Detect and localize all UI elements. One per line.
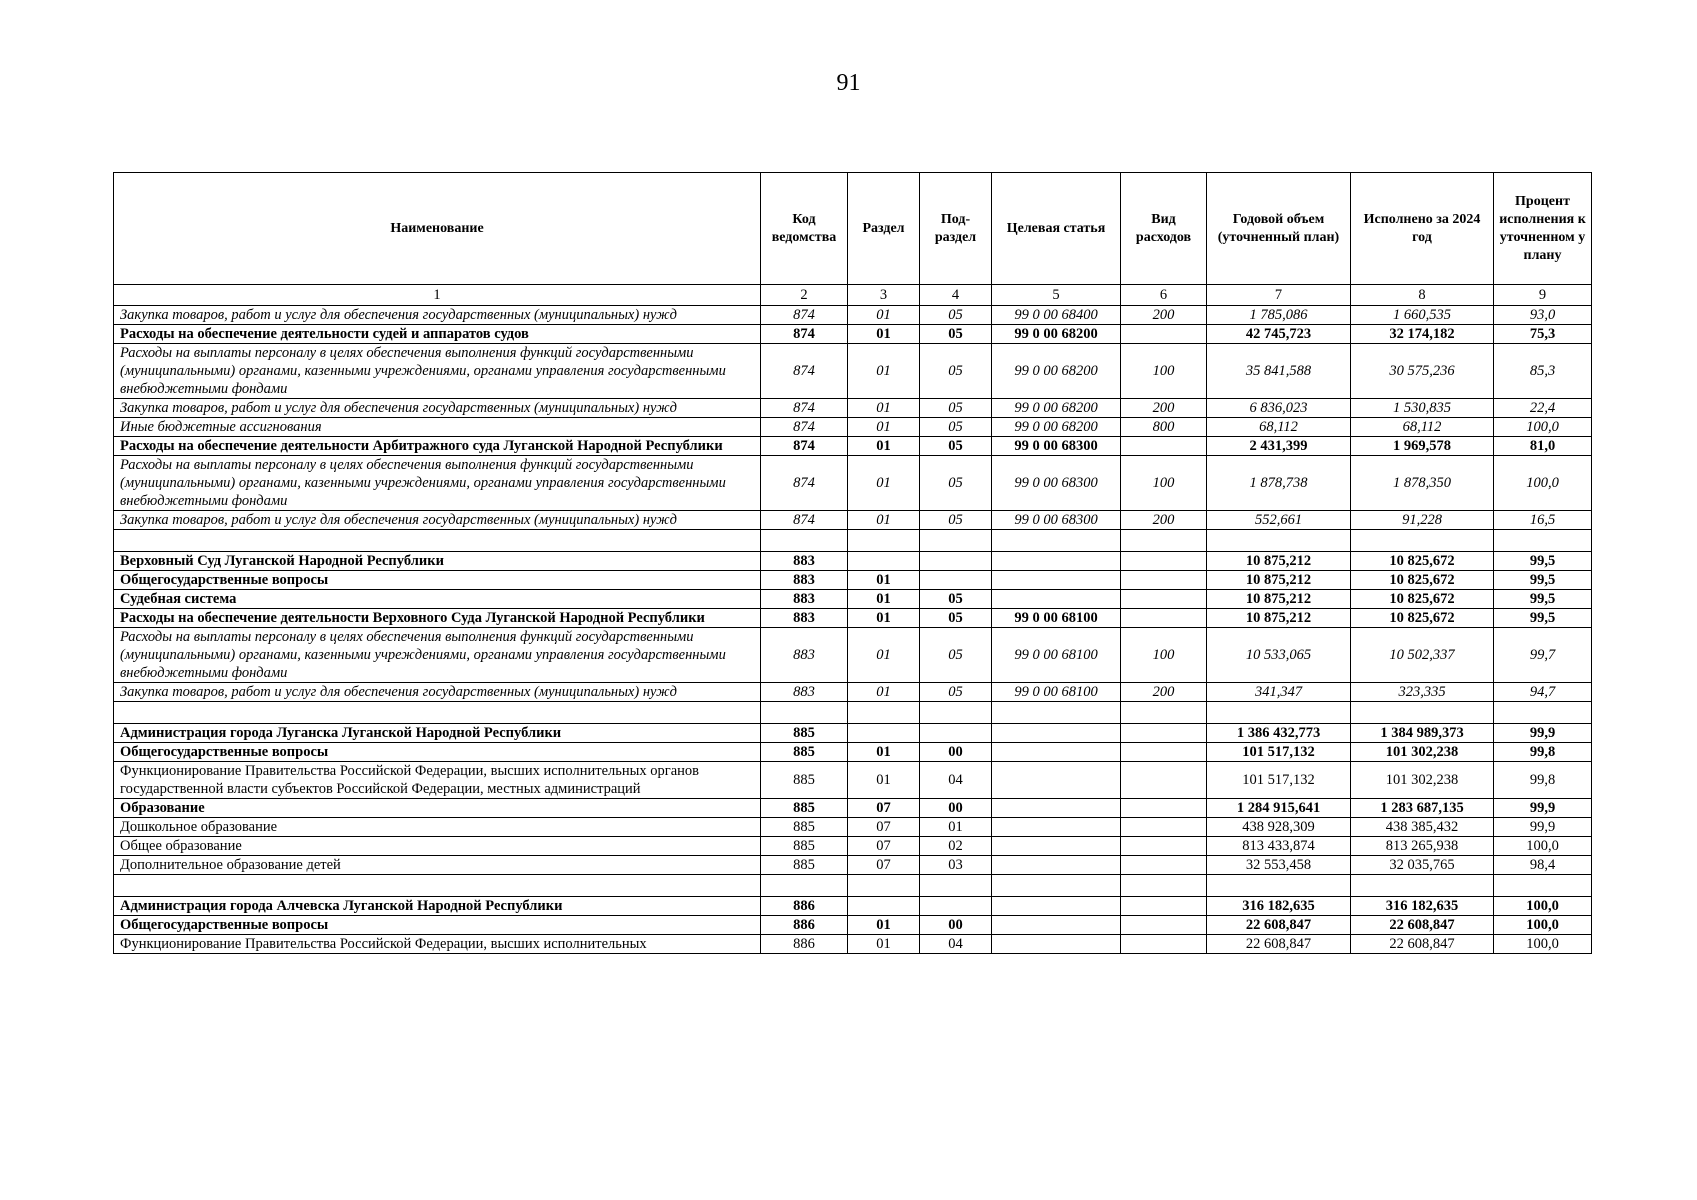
cell-type: 100	[1121, 628, 1207, 683]
cell-done: 10 825,672	[1351, 571, 1494, 590]
table-row	[114, 743, 1592, 762]
cell-target	[992, 552, 1121, 571]
cell-section: 01	[848, 306, 920, 325]
cell-name: Функционирование Правительства Российской Федерации, высших исполнительных органов государственной власти субъектов Российской Федерации, местных администраций	[114, 762, 761, 799]
cell-name: Закупка товаров, работ и услуг для обеспечения государственных (муниципальных) нужд	[114, 306, 761, 325]
cell-name: Расходы на обеспечение деятельности Арбитражного суда Луганской Народной Республики	[114, 437, 761, 456]
cell-done: 813 265,938	[1351, 837, 1494, 856]
cell-plan: 22 608,847	[1207, 916, 1351, 935]
cell-target: 99 0 00 68100	[992, 609, 1121, 628]
cell-pct	[1494, 875, 1592, 897]
cell-target: 99 0 00 68300	[992, 456, 1121, 511]
cell-pct: 99,7	[1494, 628, 1592, 683]
cell-done: 30 575,236	[1351, 344, 1494, 399]
cell-pct: 81,0	[1494, 437, 1592, 456]
cell-done: 1 660,535	[1351, 306, 1494, 325]
cell-code: 874	[761, 418, 848, 437]
cell-done: 22 608,847	[1351, 935, 1494, 954]
cell-subsection	[920, 724, 992, 743]
header-code: Код ведомства	[761, 173, 848, 285]
cell-subsection: 05	[920, 306, 992, 325]
table-row	[114, 609, 1592, 628]
header-target: Целевая статья	[992, 173, 1121, 285]
column-number: 5	[992, 285, 1121, 306]
column-number: 7	[1207, 285, 1351, 306]
table-row	[114, 344, 1592, 399]
cell-section: 01	[848, 590, 920, 609]
table-row	[114, 552, 1592, 571]
cell-section: 07	[848, 799, 920, 818]
cell-code: 885	[761, 762, 848, 799]
table-row	[114, 530, 1592, 552]
header-pct: Процент исполнения к уточненном у плану	[1494, 173, 1592, 285]
table-row	[114, 456, 1592, 511]
cell-type	[1121, 875, 1207, 897]
cell-section	[848, 875, 920, 897]
table-row	[114, 762, 1592, 799]
cell-type: 100	[1121, 456, 1207, 511]
cell-name	[114, 702, 761, 724]
cell-target: 99 0 00 68200	[992, 344, 1121, 399]
cell-name: Расходы на выплаты персоналу в целях обеспечения выполнения функций государственными (муниципальными) органами, казенными учреждениями, органами управления государственными внебюджетными фондами	[114, 628, 761, 683]
cell-subsection: 05	[920, 456, 992, 511]
cell-type: 200	[1121, 511, 1207, 530]
cell-section: 01	[848, 344, 920, 399]
cell-name: Общегосударственные вопросы	[114, 743, 761, 762]
cell-name: Дошкольное образование	[114, 818, 761, 837]
cell-target: 99 0 00 68300	[992, 437, 1121, 456]
cell-pct	[1494, 530, 1592, 552]
table-row	[114, 306, 1592, 325]
cell-subsection: 05	[920, 418, 992, 437]
cell-done: 32 174,182	[1351, 325, 1494, 344]
header-row	[114, 173, 1592, 285]
cell-type	[1121, 609, 1207, 628]
cell-name: Расходы на обеспечение деятельности Верховного Суда Луганской Народной Республики	[114, 609, 761, 628]
cell-done: 32 035,765	[1351, 856, 1494, 875]
cell-done: 10 502,337	[1351, 628, 1494, 683]
cell-plan: 42 745,723	[1207, 325, 1351, 344]
cell-section: 01	[848, 743, 920, 762]
cell-plan	[1207, 530, 1351, 552]
cell-pct: 99,8	[1494, 743, 1592, 762]
cell-section: 01	[848, 511, 920, 530]
cell-plan: 10 875,212	[1207, 552, 1351, 571]
cell-plan: 10 533,065	[1207, 628, 1351, 683]
column-number: 8	[1351, 285, 1494, 306]
cell-plan: 68,112	[1207, 418, 1351, 437]
cell-name: Дополнительное образование детей	[114, 856, 761, 875]
cell-code: 885	[761, 818, 848, 837]
cell-name: Образование	[114, 799, 761, 818]
cell-target: 99 0 00 68300	[992, 511, 1121, 530]
column-number: 1	[114, 285, 761, 306]
cell-pct: 75,3	[1494, 325, 1592, 344]
cell-target	[992, 530, 1121, 552]
cell-done: 10 825,672	[1351, 590, 1494, 609]
cell-section: 07	[848, 837, 920, 856]
cell-type	[1121, 743, 1207, 762]
table-body	[114, 306, 1592, 954]
table-row	[114, 799, 1592, 818]
cell-pct: 99,9	[1494, 818, 1592, 837]
cell-plan: 316 182,635	[1207, 897, 1351, 916]
table-row	[114, 724, 1592, 743]
table-row	[114, 837, 1592, 856]
cell-subsection: 05	[920, 399, 992, 418]
cell-name: Судебная система	[114, 590, 761, 609]
cell-name: Закупка товаров, работ и услуг для обеспечения государственных (муниципальных) нужд	[114, 683, 761, 702]
cell-name: Закупка товаров, работ и услуг для обеспечения государственных (муниципальных) нужд	[114, 511, 761, 530]
budget-table	[113, 172, 1592, 954]
cell-code	[761, 702, 848, 724]
cell-section: 01	[848, 683, 920, 702]
header-section: Раздел	[848, 173, 920, 285]
cell-subsection: 00	[920, 743, 992, 762]
cell-name: Расходы на обеспечение деятельности судей и аппаратов судов	[114, 325, 761, 344]
table-row	[114, 916, 1592, 935]
cell-type	[1121, 916, 1207, 935]
cell-type	[1121, 799, 1207, 818]
cell-plan: 10 875,212	[1207, 609, 1351, 628]
cell-code: 874	[761, 306, 848, 325]
table-row	[114, 935, 1592, 954]
cell-done	[1351, 702, 1494, 724]
cell-done: 10 825,672	[1351, 552, 1494, 571]
cell-done	[1351, 875, 1494, 897]
cell-section: 01	[848, 437, 920, 456]
cell-type	[1121, 762, 1207, 799]
table-row	[114, 702, 1592, 724]
cell-done: 438 385,432	[1351, 818, 1494, 837]
cell-type	[1121, 325, 1207, 344]
cell-plan: 10 875,212	[1207, 590, 1351, 609]
cell-subsection: 01	[920, 818, 992, 837]
cell-type: 800	[1121, 418, 1207, 437]
cell-pct: 100,0	[1494, 897, 1592, 916]
cell-type: 200	[1121, 683, 1207, 702]
cell-name: Общегосударственные вопросы	[114, 571, 761, 590]
cell-pct: 22,4	[1494, 399, 1592, 418]
table-row	[114, 628, 1592, 683]
cell-pct: 99,5	[1494, 552, 1592, 571]
cell-code: 885	[761, 743, 848, 762]
cell-section: 01	[848, 325, 920, 344]
table-row	[114, 571, 1592, 590]
cell-pct: 100,0	[1494, 456, 1592, 511]
cell-code	[761, 875, 848, 897]
column-number: 6	[1121, 285, 1207, 306]
cell-plan: 32 553,458	[1207, 856, 1351, 875]
cell-type	[1121, 552, 1207, 571]
cell-subsection	[920, 530, 992, 552]
cell-target	[992, 916, 1121, 935]
table-row	[114, 856, 1592, 875]
cell-section	[848, 702, 920, 724]
cell-section: 01	[848, 456, 920, 511]
cell-section: 01	[848, 935, 920, 954]
cell-plan: 1 284 915,641	[1207, 799, 1351, 818]
cell-plan: 35 841,588	[1207, 344, 1351, 399]
cell-section: 01	[848, 916, 920, 935]
cell-done: 1 878,350	[1351, 456, 1494, 511]
cell-type	[1121, 818, 1207, 837]
cell-pct: 99,9	[1494, 799, 1592, 818]
cell-type: 100	[1121, 344, 1207, 399]
cell-section	[848, 724, 920, 743]
cell-pct: 94,7	[1494, 683, 1592, 702]
cell-subsection: 05	[920, 511, 992, 530]
cell-code	[761, 530, 848, 552]
column-number: 4	[920, 285, 992, 306]
cell-plan: 2 431,399	[1207, 437, 1351, 456]
cell-section: 01	[848, 399, 920, 418]
table-row	[114, 437, 1592, 456]
cell-type	[1121, 724, 1207, 743]
cell-code: 885	[761, 724, 848, 743]
cell-pct: 99,8	[1494, 762, 1592, 799]
cell-type	[1121, 702, 1207, 724]
table-row	[114, 590, 1592, 609]
cell-name	[114, 530, 761, 552]
cell-subsection	[920, 702, 992, 724]
cell-code: 883	[761, 590, 848, 609]
cell-done: 22 608,847	[1351, 916, 1494, 935]
table-row	[114, 325, 1592, 344]
cell-name: Функционирование Правительства Российской Федерации, высших исполнительных	[114, 935, 761, 954]
header-plan: Годовой объем (уточненный план)	[1207, 173, 1351, 285]
cell-subsection: 00	[920, 916, 992, 935]
cell-section: 01	[848, 628, 920, 683]
cell-subsection	[920, 552, 992, 571]
table-row	[114, 511, 1592, 530]
cell-subsection	[920, 875, 992, 897]
cell-subsection	[920, 571, 992, 590]
cell-code: 885	[761, 856, 848, 875]
table-row	[114, 399, 1592, 418]
cell-subsection: 03	[920, 856, 992, 875]
cell-type	[1121, 437, 1207, 456]
cell-subsection: 05	[920, 325, 992, 344]
cell-target	[992, 897, 1121, 916]
cell-code: 886	[761, 916, 848, 935]
cell-name: Общегосударственные вопросы	[114, 916, 761, 935]
cell-name: Расходы на выплаты персоналу в целях обеспечения выполнения функций государственными (муниципальными) органами, казенными учреждениями, органами управления государственными внебюджетными фондами	[114, 344, 761, 399]
table-row	[114, 875, 1592, 897]
column-number: 3	[848, 285, 920, 306]
cell-done: 101 302,238	[1351, 762, 1494, 799]
cell-pct: 99,5	[1494, 571, 1592, 590]
cell-done: 1 384 989,373	[1351, 724, 1494, 743]
header-subsection: Под- раздел	[920, 173, 992, 285]
table-row	[114, 418, 1592, 437]
cell-code: 874	[761, 511, 848, 530]
cell-code: 885	[761, 799, 848, 818]
cell-target: 99 0 00 68100	[992, 628, 1121, 683]
cell-name: Общее образование	[114, 837, 761, 856]
cell-code: 883	[761, 552, 848, 571]
cell-done: 316 182,635	[1351, 897, 1494, 916]
cell-code: 874	[761, 325, 848, 344]
cell-pct: 93,0	[1494, 306, 1592, 325]
cell-type	[1121, 935, 1207, 954]
cell-code: 874	[761, 437, 848, 456]
cell-code: 883	[761, 628, 848, 683]
cell-plan: 1 878,738	[1207, 456, 1351, 511]
cell-done: 91,228	[1351, 511, 1494, 530]
cell-plan: 10 875,212	[1207, 571, 1351, 590]
cell-target	[992, 818, 1121, 837]
table-row	[114, 818, 1592, 837]
cell-pct: 16,5	[1494, 511, 1592, 530]
cell-type: 200	[1121, 306, 1207, 325]
cell-code: 874	[761, 344, 848, 399]
cell-name: Расходы на выплаты персоналу в целях обеспечения выполнения функций государственными (муниципальными) органами, казенными учреждениями, органами управления государственными внебюджетными фондами	[114, 456, 761, 511]
cell-code: 883	[761, 609, 848, 628]
cell-target	[992, 875, 1121, 897]
cell-plan: 341,347	[1207, 683, 1351, 702]
header-name: Наименование	[114, 173, 761, 285]
cell-pct	[1494, 702, 1592, 724]
cell-done: 1 969,578	[1351, 437, 1494, 456]
cell-type	[1121, 530, 1207, 552]
cell-name: Закупка товаров, работ и услуг для обеспечения государственных (муниципальных) нужд	[114, 399, 761, 418]
cell-section: 07	[848, 818, 920, 837]
cell-plan: 22 608,847	[1207, 935, 1351, 954]
cell-name: Администрация города Луганска Луганской Народной Республики	[114, 724, 761, 743]
header-done: Исполнено за 2024 год	[1351, 173, 1494, 285]
cell-target	[992, 743, 1121, 762]
cell-target: 99 0 00 68200	[992, 418, 1121, 437]
cell-section	[848, 552, 920, 571]
cell-code: 886	[761, 897, 848, 916]
cell-subsection: 05	[920, 437, 992, 456]
cell-type	[1121, 571, 1207, 590]
cell-subsection: 05	[920, 609, 992, 628]
cell-subsection: 04	[920, 762, 992, 799]
cell-code: 883	[761, 683, 848, 702]
table-row	[114, 683, 1592, 702]
cell-subsection: 05	[920, 590, 992, 609]
cell-done: 1 283 687,135	[1351, 799, 1494, 818]
cell-pct: 100,0	[1494, 916, 1592, 935]
cell-pct: 100,0	[1494, 935, 1592, 954]
cell-target: 99 0 00 68200	[992, 325, 1121, 344]
cell-done: 1 530,835	[1351, 399, 1494, 418]
cell-plan: 101 517,132	[1207, 762, 1351, 799]
cell-code: 885	[761, 837, 848, 856]
cell-plan	[1207, 875, 1351, 897]
cell-type	[1121, 897, 1207, 916]
cell-target: 99 0 00 68200	[992, 399, 1121, 418]
cell-target	[992, 837, 1121, 856]
cell-subsection: 04	[920, 935, 992, 954]
page-number: 91	[836, 70, 861, 96]
column-number-row	[114, 285, 1592, 306]
cell-pct: 99,9	[1494, 724, 1592, 743]
cell-subsection: 05	[920, 344, 992, 399]
cell-subsection: 05	[920, 683, 992, 702]
cell-name: Администрация города Алчевска Луганской Народной Республики	[114, 897, 761, 916]
cell-done: 101 302,238	[1351, 743, 1494, 762]
cell-target	[992, 724, 1121, 743]
cell-type	[1121, 837, 1207, 856]
cell-plan: 1 386 432,773	[1207, 724, 1351, 743]
cell-code: 874	[761, 456, 848, 511]
cell-subsection: 02	[920, 837, 992, 856]
cell-plan: 813 433,874	[1207, 837, 1351, 856]
cell-pct: 99,5	[1494, 609, 1592, 628]
column-number: 2	[761, 285, 848, 306]
cell-target: 99 0 00 68400	[992, 306, 1121, 325]
cell-plan: 552,661	[1207, 511, 1351, 530]
cell-section: 01	[848, 571, 920, 590]
cell-target	[992, 571, 1121, 590]
cell-type	[1121, 856, 1207, 875]
cell-subsection: 00	[920, 799, 992, 818]
cell-done: 68,112	[1351, 418, 1494, 437]
cell-section	[848, 897, 920, 916]
cell-target	[992, 702, 1121, 724]
cell-plan: 1 785,086	[1207, 306, 1351, 325]
cell-section: 01	[848, 418, 920, 437]
cell-code: 886	[761, 935, 848, 954]
cell-target: 99 0 00 68100	[992, 683, 1121, 702]
header-type: Вид расходов	[1121, 173, 1207, 285]
cell-target	[992, 590, 1121, 609]
cell-subsection: 05	[920, 628, 992, 683]
cell-pct: 100,0	[1494, 837, 1592, 856]
cell-section: 07	[848, 856, 920, 875]
cell-target	[992, 762, 1121, 799]
cell-section: 01	[848, 762, 920, 799]
cell-plan: 101 517,132	[1207, 743, 1351, 762]
cell-target	[992, 935, 1121, 954]
cell-section	[848, 530, 920, 552]
cell-plan: 438 928,309	[1207, 818, 1351, 837]
cell-pct: 85,3	[1494, 344, 1592, 399]
cell-name: Верховный Суд Луганской Народной Республики	[114, 552, 761, 571]
cell-done	[1351, 530, 1494, 552]
cell-target	[992, 799, 1121, 818]
cell-code: 883	[761, 571, 848, 590]
cell-pct: 99,5	[1494, 590, 1592, 609]
cell-type	[1121, 590, 1207, 609]
cell-plan	[1207, 702, 1351, 724]
cell-code: 874	[761, 399, 848, 418]
cell-done: 323,335	[1351, 683, 1494, 702]
table-row	[114, 897, 1592, 916]
cell-target	[992, 856, 1121, 875]
cell-name: Иные бюджетные ассигнования	[114, 418, 761, 437]
cell-subsection	[920, 897, 992, 916]
cell-pct: 98,4	[1494, 856, 1592, 875]
cell-section: 01	[848, 609, 920, 628]
column-number: 9	[1494, 285, 1592, 306]
cell-pct: 100,0	[1494, 418, 1592, 437]
cell-name	[114, 875, 761, 897]
cell-done: 10 825,672	[1351, 609, 1494, 628]
cell-type: 200	[1121, 399, 1207, 418]
cell-plan: 6 836,023	[1207, 399, 1351, 418]
